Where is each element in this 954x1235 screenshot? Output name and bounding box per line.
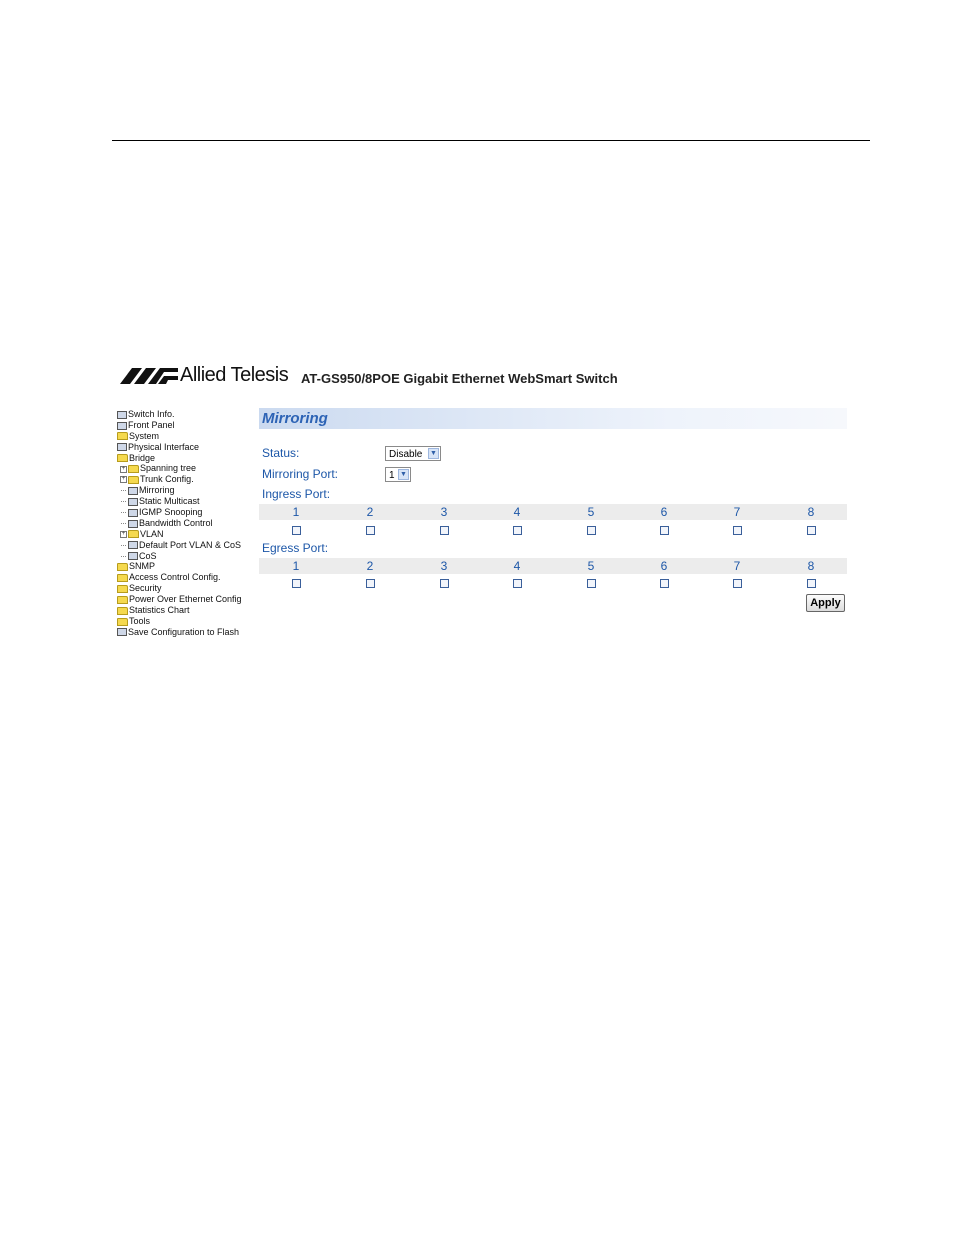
egress-port-checkbox[interactable] — [440, 579, 449, 588]
tree-branch-line — [121, 545, 126, 546]
expand-plus-icon[interactable]: + — [121, 530, 126, 537]
tree-item-cos[interactable]: CoS — [117, 551, 257, 562]
tree-item-mirroring[interactable]: Mirroring — [117, 485, 257, 496]
ingress-port-checkbox[interactable] — [807, 526, 816, 535]
tree-branch-line — [121, 523, 126, 524]
page-icon — [128, 487, 138, 495]
egress-port-label: Egress Port: — [262, 541, 329, 555]
page-icon — [117, 411, 127, 419]
egress-port-checkbox[interactable] — [587, 579, 596, 588]
page-title: Mirroring — [262, 410, 328, 427]
folder-icon — [128, 465, 139, 473]
tree-item-spanning-tree[interactable]: + Spanning tree — [121, 463, 197, 474]
ingress-port-label: Ingress Port: — [262, 487, 331, 501]
folder-icon — [117, 432, 128, 440]
egress-port-number: 3 — [440, 559, 448, 573]
egress-port-checkbox[interactable] — [733, 579, 742, 588]
egress-port-checkbox[interactable] — [513, 579, 522, 588]
ingress-port-checkbox[interactable] — [733, 526, 742, 535]
tree-item-access-control-config[interactable]: Access Control Config. — [117, 572, 257, 583]
tree-item-save-configuration[interactable]: Save Configuration to Flash — [117, 627, 257, 638]
tree-item-security[interactable]: Security — [117, 583, 257, 594]
expand-plus-icon[interactable]: + — [121, 465, 126, 472]
ingress-port-number: 7 — [733, 505, 741, 519]
egress-port-number: 6 — [660, 559, 668, 573]
folder-icon — [117, 574, 128, 582]
expand-plus-icon[interactable]: + — [121, 476, 126, 483]
tree-item-physical-interface[interactable]: Physical Interface — [117, 442, 257, 453]
egress-port-number: 7 — [733, 559, 741, 573]
mirroring-port-select-value: 1 — [389, 470, 395, 481]
status-label: Status: — [262, 446, 300, 460]
tree-branch-line — [121, 556, 126, 557]
allied-telesis-logo-icon — [120, 367, 178, 385]
chevron-down-icon[interactable]: ▼ — [398, 469, 409, 480]
ingress-port-checkbox[interactable] — [587, 526, 596, 535]
tree-item-default-port-vlan-cos[interactable]: Default Port VLAN & CoS — [117, 540, 257, 551]
ingress-port-header — [259, 504, 847, 520]
page-title-bar — [259, 408, 847, 429]
folder-icon — [117, 563, 128, 571]
tree-item-switch-info[interactable]: Switch Info. — [117, 409, 257, 420]
tree-item-trunk-config[interactable]: + Trunk Config. — [121, 474, 194, 485]
page-icon — [128, 509, 138, 517]
tree-branch-line — [121, 512, 126, 513]
folder-icon — [128, 476, 139, 484]
tree-branch-line — [121, 490, 126, 491]
tree-item-statistics-chart[interactable]: Statistics Chart — [117, 605, 257, 616]
folder-icon — [117, 596, 128, 604]
tree-item-bridge[interactable]: Bridge — [117, 453, 257, 464]
tree-item-snmp[interactable]: SNMP — [117, 561, 257, 572]
ingress-port-number: 8 — [807, 505, 815, 519]
product-name: AT-GS950/8POE Gigabit Ethernet WebSmart Switch — [301, 371, 618, 386]
page-icon — [128, 541, 138, 549]
ingress-port-checkbox[interactable] — [513, 526, 522, 535]
tree-item-front-panel[interactable]: Front Panel — [117, 420, 257, 431]
ingress-port-number: 5 — [587, 505, 595, 519]
brand-name: Allied Telesis — [180, 364, 289, 386]
egress-port-checkbox[interactable] — [660, 579, 669, 588]
page-top-rule — [112, 140, 870, 141]
page-icon — [128, 498, 138, 506]
tree-item-system[interactable]: System — [117, 431, 257, 442]
tree-branch-line — [121, 501, 126, 502]
ingress-port-number: 3 — [440, 505, 448, 519]
page-icon — [117, 628, 127, 636]
tree-item-igmp-snooping[interactable]: IGMP Snooping — [117, 507, 257, 518]
ingress-port-checkbox[interactable] — [366, 526, 375, 535]
mirroring-port-select[interactable] — [385, 467, 411, 482]
tree-item-bandwidth-control[interactable]: Bandwidth Control — [117, 518, 257, 529]
folder-open-icon — [117, 454, 128, 462]
tree-item-vlan[interactable]: + VLAN — [121, 528, 164, 539]
status-select-value: Disable — [389, 449, 423, 460]
ingress-port-number: 1 — [292, 505, 300, 519]
ingress-port-checkbox[interactable] — [660, 526, 669, 535]
egress-port-number: 8 — [807, 559, 815, 573]
status-select[interactable] — [385, 446, 441, 461]
egress-port-header — [259, 558, 847, 574]
tree-item-static-multicast[interactable]: Static Multicast — [117, 496, 257, 507]
folder-icon — [117, 585, 128, 593]
egress-port-number: 1 — [292, 559, 300, 573]
tree-item-power-over-ethernet-config[interactable]: Power Over Ethernet Config — [117, 594, 257, 605]
page-icon — [128, 520, 138, 528]
egress-port-number: 4 — [513, 559, 521, 573]
app-header — [120, 364, 840, 390]
egress-port-checkbox[interactable] — [366, 579, 375, 588]
folder-icon — [117, 618, 128, 626]
apply-button[interactable]: Apply — [806, 594, 845, 612]
egress-port-number: 5 — [587, 559, 595, 573]
navigation-tree — [117, 409, 257, 638]
ingress-port-number: 2 — [366, 505, 374, 519]
page-icon — [128, 552, 138, 560]
page-icon — [117, 422, 127, 430]
folder-icon — [117, 607, 128, 615]
egress-port-checkbox[interactable] — [807, 579, 816, 588]
tree-item-tools[interactable]: Tools — [117, 616, 257, 627]
ingress-port-checkbox[interactable] — [440, 526, 449, 535]
ingress-port-number: 4 — [513, 505, 521, 519]
chevron-down-icon[interactable]: ▼ — [428, 448, 439, 459]
ingress-port-number: 6 — [660, 505, 668, 519]
mirroring-port-label: Mirroring Port: — [262, 467, 339, 481]
ingress-port-checkbox[interactable] — [292, 526, 301, 535]
egress-port-checkbox[interactable] — [292, 579, 301, 588]
page-icon — [117, 443, 127, 451]
folder-icon — [128, 530, 139, 538]
egress-port-number: 2 — [366, 559, 374, 573]
